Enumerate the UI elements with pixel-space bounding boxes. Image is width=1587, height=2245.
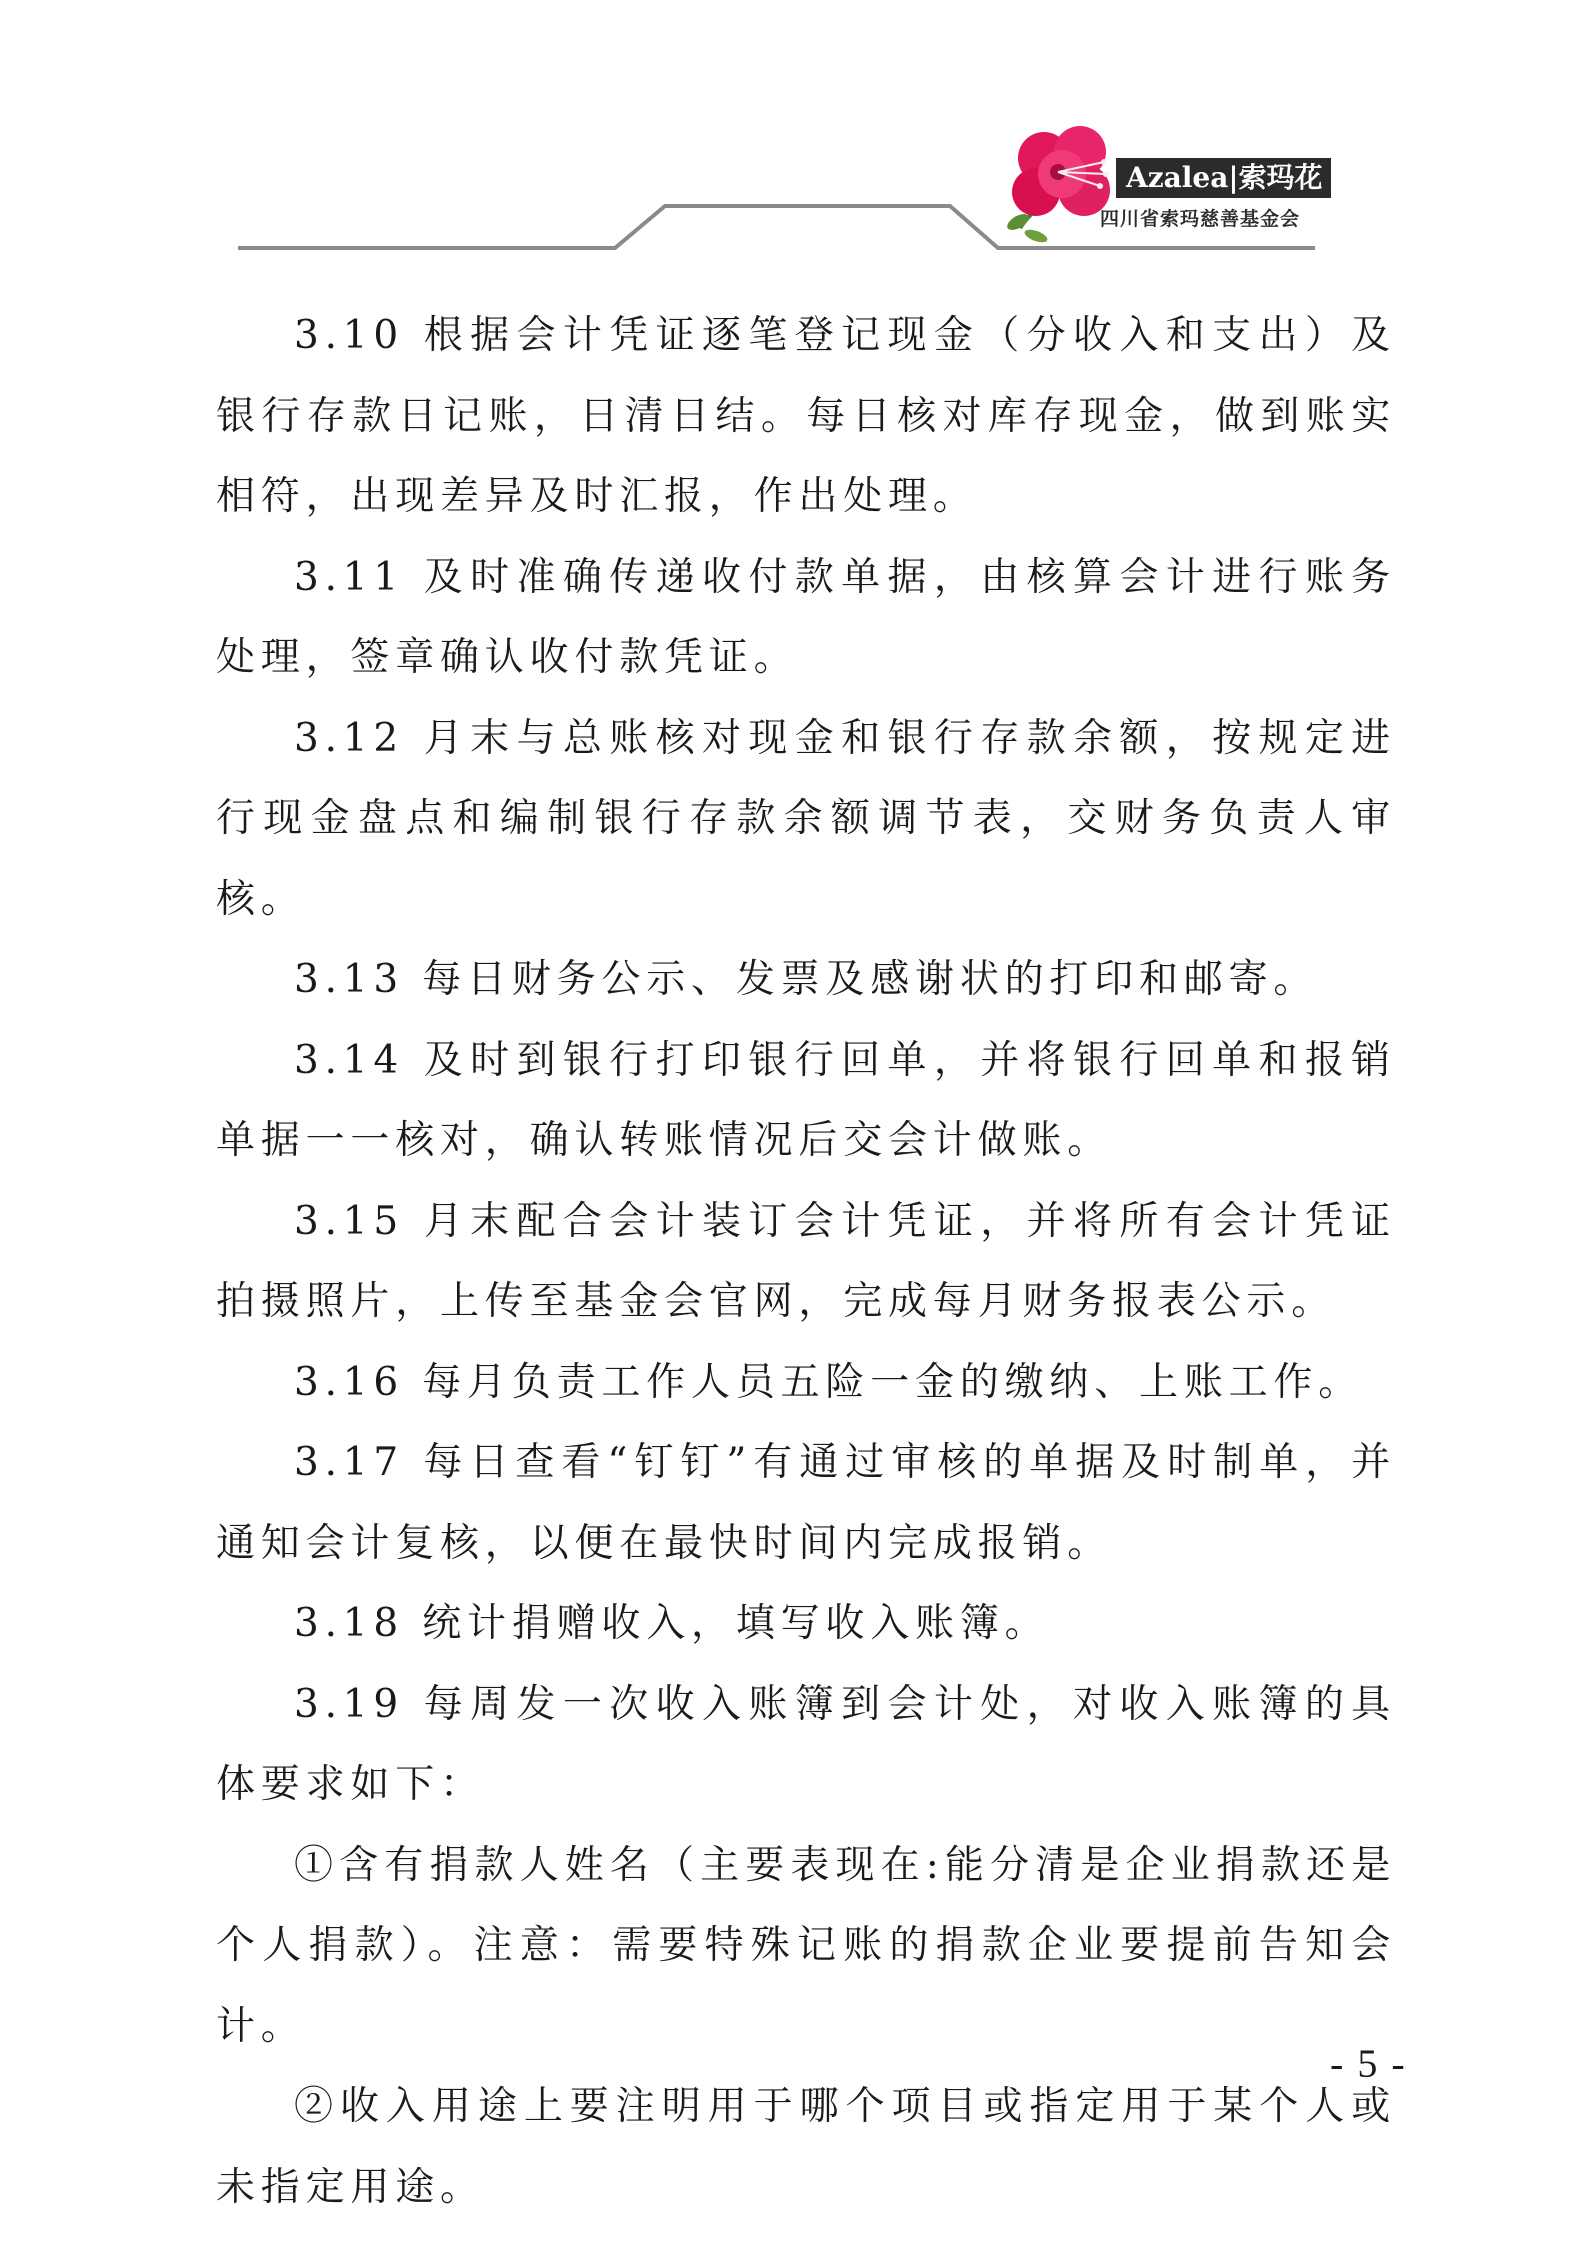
paragraph-3-11: 3.11 及时准确传递收付款单据，由核算会计进行账务处理，签章确认收付款凭证。: [216, 554, 1396, 680]
paragraph-3-12: 3.12 月末与总账核对现金和银行存款余额，按规定进行现金盘点和编制银行存款余额调节表，交财务负责人审核。: [216, 715, 1396, 922]
paragraph-3-10: 3.10 根据会计凭证逐笔登记现金（分收入和支出）及银行存款日记账，日清日结。每日核对库存现金，做到账实相符，出现差异及时汇报，作出处理。: [216, 313, 1396, 519]
paragraph-3-14: 3.14 及时到银行打印银行回单，并将银行回单和报销单据一一核对，确认转账情况后交会计做账。: [216, 1037, 1396, 1163]
paragraph-3-17: 3.17 每日查看“钉钉”有通过审核的单据及时制单，并通知会计复核，以便在最快时间内完成报销。: [216, 1440, 1396, 1566]
paragraph-3-16: 3.16 每月负责工作人员五险一金的缴纳、上账工作。: [294, 1359, 1364, 1405]
paragraph-3-13: 3.13 每日财务公示、发票及感谢状的打印和邮寄。: [294, 957, 1319, 1002]
paragraph-3-19: 3.19 每周发一次收入账簿到会计处，对收入账簿的具体要求如下：: [216, 1681, 1396, 1807]
paragraph-item-2: ②收入用途上要注明用于哪个项目或指定用于某个人或未指定用途。: [216, 2084, 1396, 2210]
foundation-logo: [1000, 118, 1340, 248]
paragraph-item-1: ①含有捐款人姓名（主要表现在:能分清是企业捐款还是个人捐款）。注意：需要特殊记账的捐款企业要提前告知会计。: [216, 1842, 1396, 2049]
header-divider: [0, 0, 1587, 260]
logo-brand-text: Azalea|索玛花: [1116, 158, 1331, 198]
paragraph-3-18: 3.18 统计捐赠收入，填写收入账簿。: [294, 1601, 1050, 1646]
paragraph-3-15: 3.15 月末配合会计装订会计凭证，并将所有会计凭证拍摄照片，上传至基金会官网，完成每月财务报表公示。: [216, 1198, 1396, 1324]
logo-subtitle: 四川省索玛慈善基金会: [1100, 208, 1301, 230]
body-text: [216, 296, 1396, 2228]
page-number: - 5 -: [1330, 2041, 1407, 2086]
